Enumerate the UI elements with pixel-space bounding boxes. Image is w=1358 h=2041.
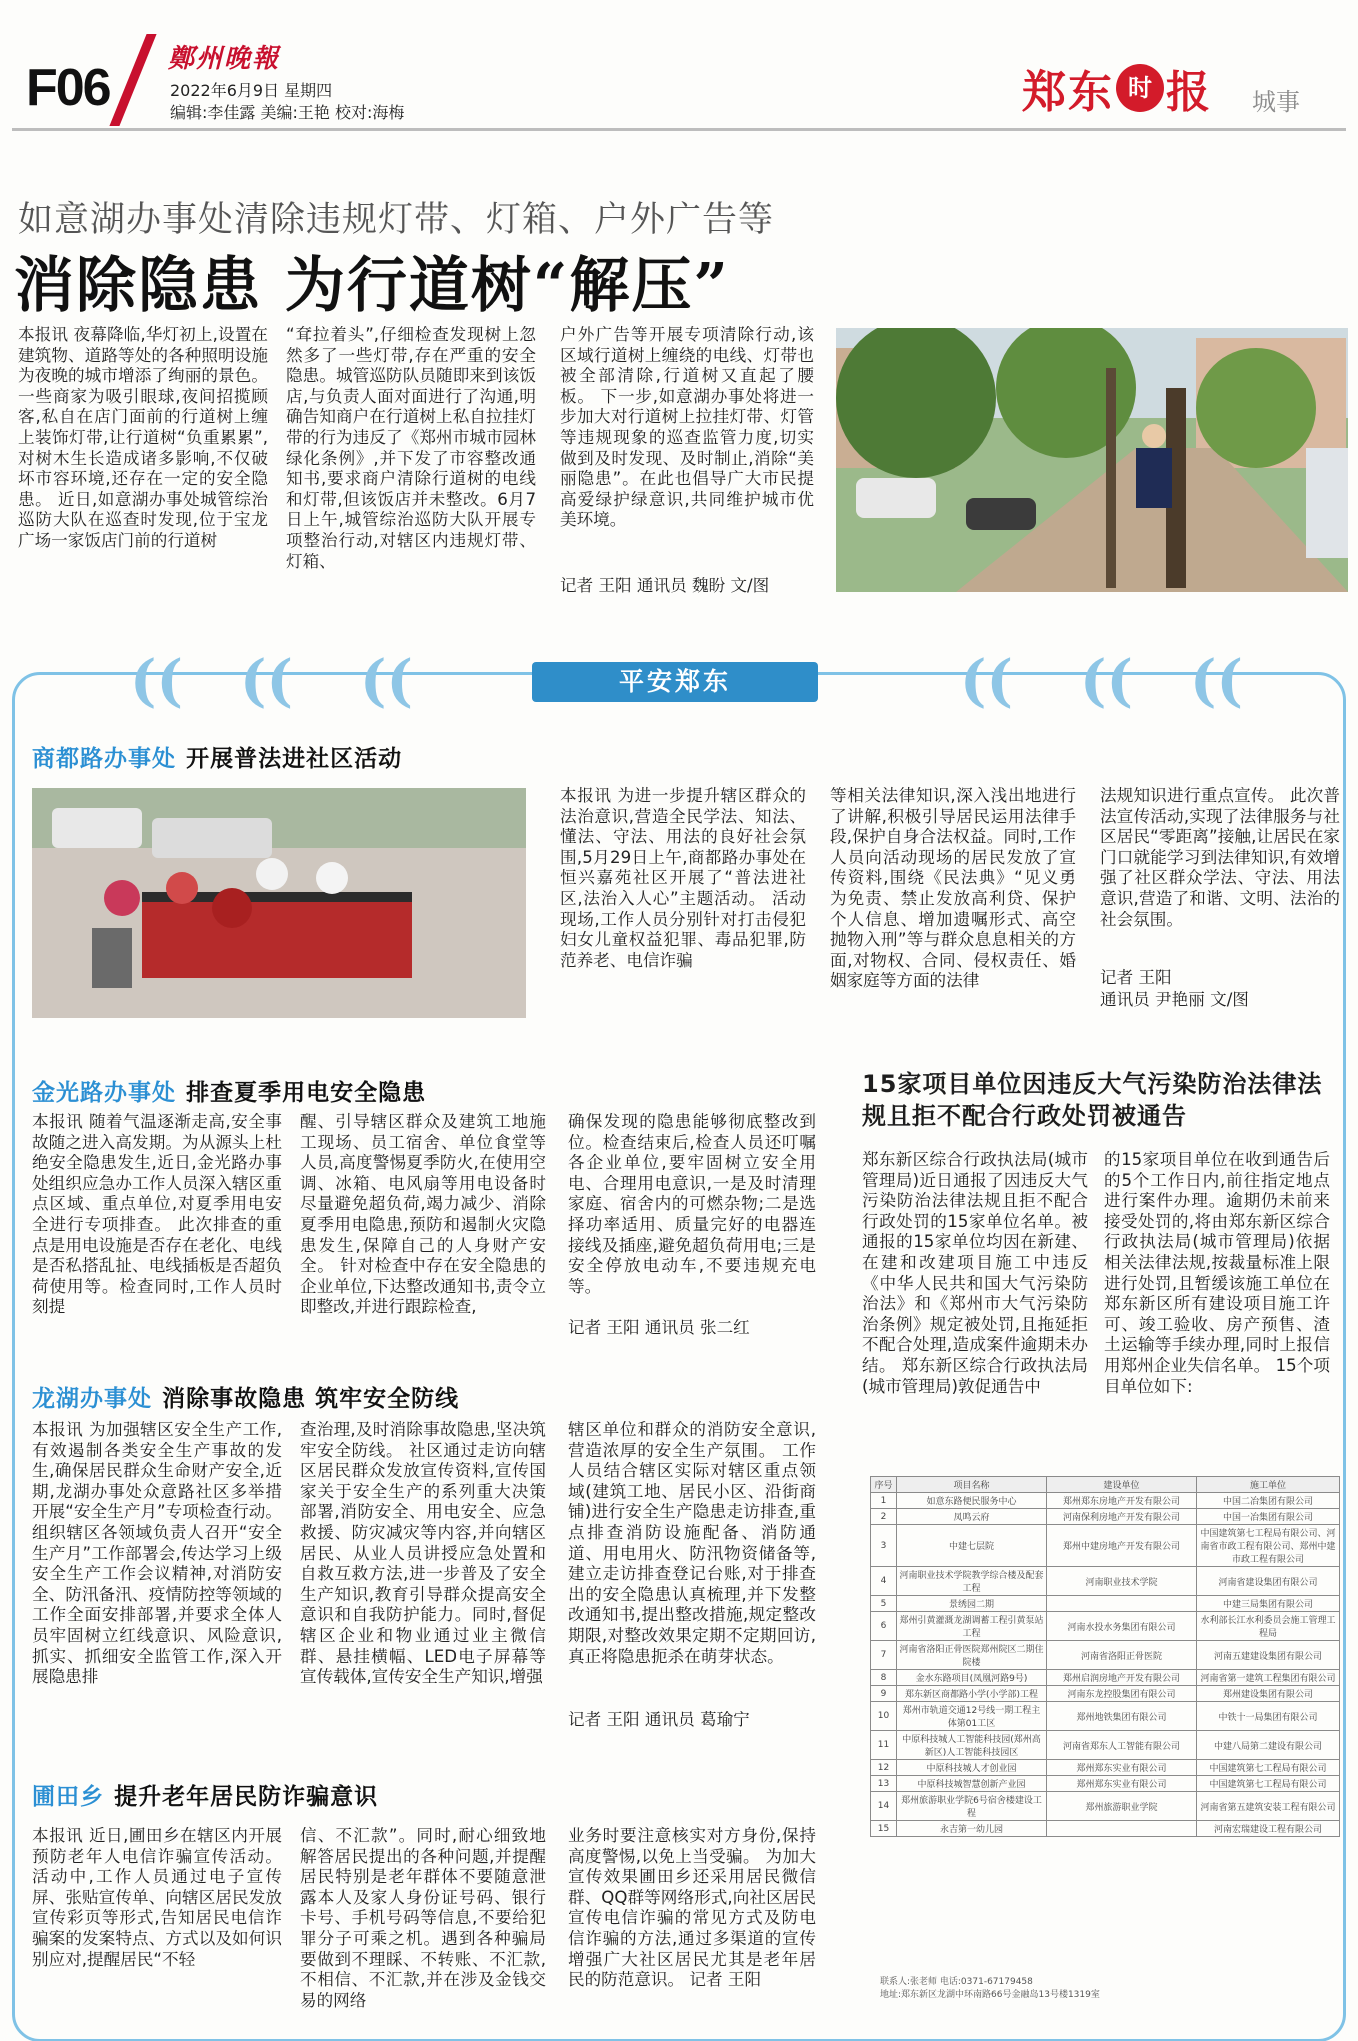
publication-date: 2022年6月9日 星期四	[170, 81, 333, 100]
section-banner: 平安郑东	[532, 662, 818, 702]
table-cell: 中建八局第二建设有限公司	[1197, 1731, 1340, 1760]
table-row	[871, 1792, 1340, 1821]
putian-column-1: 本报讯 近日,圃田乡在辖区内开展预防老年人电信诈骗宣传活动。 活动中,工作人员通过电子宣传屏、张贴宣传单、向辖区居民发放宣传彩页等形式,告知居民电信诈骗案的发案特点、方式以及如何识别应对,提醒居民“不轻	[32, 1826, 282, 1969]
table-cell: 郑州郑东实业有限公司	[1047, 1760, 1197, 1776]
table-cell: 6	[871, 1612, 897, 1641]
table-cell: 12	[871, 1760, 897, 1776]
putian-column-3: 业务时要注意核实对方身份,保持高度警惕,以免上当受骗。 为加大宣传效果圃田乡还采用居民微信群、QQ群等网络形式,向社区居民宣传电信诈骗的常见方式及防电信诈骗的方法,通过多渠道的宣传增强广大社区居民尤其是老年居民的防范意识。 记者 王阳	[568, 1826, 816, 1990]
table-cell: 凤鸣云府	[897, 1509, 1047, 1525]
table-cell: 9	[871, 1686, 897, 1702]
putian-title: 提升老年居民防诈骗意识	[114, 1784, 379, 1810]
lead-kicker: 如意湖办事处清除违规灯带、灯箱、户外广告等	[18, 200, 775, 240]
brand-right: 报	[1166, 67, 1212, 118]
shangdu-column-2: 等相关法律知识,深入浅出地进行了讲解,积极引导居民运用法律手段,保护自身合法权益。同时,工作人员向活动现场的居民发放了宣传资料,围绕《民法典》“见义勇为免责、禁止发放高利贷、保护个人信息、增加遗嘱形式、高空抛物入刑”等与群众息息相关的方面,对物权、合同、侵权责任、婚姻家庭等方面的法律	[830, 786, 1076, 991]
jinguang-column-1: 本报讯 随着气温逐渐走高,安全事故随之进入高发期。为从源头上杜绝安全隐患发生,近日,金光路办事处组织应急办工作人员深入辖区重点区域、重点单位,对夏季用电安全进行专项排查。 此次排查的重点是用电设施是否存在老化、电线是否私搭乱扯、电线插板是否超负荷使用等。检查同时,工作人员时刻提	[32, 1112, 282, 1317]
table-cell: 郑州旅游职业学院6号宿舍楼建设工程	[897, 1792, 1047, 1821]
shangdu-byline-2: 通讯员 尹艳丽 文/图	[1100, 990, 1249, 1009]
table-cell: 中国建筑第七工程局有限公司	[1197, 1760, 1340, 1776]
table-row	[871, 1670, 1340, 1686]
longhu-byline: 记者 王阳 通讯员 葛瑜宁	[568, 1710, 750, 1729]
table-row	[871, 1776, 1340, 1792]
table-cell: 郑州郑东实业有限公司	[1047, 1776, 1197, 1792]
table-cell: 郑州市轨道交通12号线一期工程主体第01工区	[897, 1702, 1047, 1731]
longhu-column-2: 查治理,及时消除事故隐患,坚决筑牢安全防线。 社区通过走访向辖区居民群众发放宣传资料,宣传国家关于安全生产的系列重大决策部署,消防安全、用电安全、应急救援、防灾减灾等内容,并向辖区居民、从业人员讲授应急处置和自救互救方法,进一步普及了安全生产知识,教育引导群众提高安全意识和自我防护能力。同时,督促辖区企业和物业通过业主微信群、悬挂横幅、LED电子屏幕等宣传载体,宣传安全生产知识,增强	[300, 1420, 546, 1687]
longhu-heading	[32, 1380, 459, 1413]
table-row	[871, 1596, 1340, 1612]
table-cell: 中铁十一局集团有限公司	[1197, 1702, 1340, 1731]
table-cell: 郑州建设集团有限公司	[1197, 1686, 1340, 1702]
brand-circle: 时	[1116, 64, 1164, 112]
shangdu-title: 开展普法进社区活动	[186, 746, 403, 772]
table-cell	[1047, 1821, 1197, 1837]
table-row	[871, 1821, 1340, 1837]
table-cell: 河南省洛阳正骨医院郑州院区二期住院楼	[897, 1641, 1047, 1670]
table-header: 施工单位	[1197, 1477, 1340, 1493]
table-cell: 郑州引黄灌溉龙湖调蓄工程引黄泵站工程	[897, 1612, 1047, 1641]
newspaper-logo: 鄭州晚報	[168, 44, 281, 74]
shangdu-column-3: 法规知识进行重点宣传。 此次普法宣传活动,实现了法律服务与社区居民“零距离”接触,让居民在家门口就能学习到法律知识,有效增强了社区群众学法、守法、用法意识,营造了和谐、文明、法治的社会氛围。	[1100, 786, 1340, 929]
table-cell: 中国二冶集团有限公司	[1197, 1493, 1340, 1509]
table-cell: 13	[871, 1776, 897, 1792]
table-row	[871, 1702, 1340, 1731]
quote-mark-decoration: ((	[1190, 648, 1243, 714]
lead-byline: 记者 王阳 通讯员 魏盼 文/图	[560, 576, 770, 595]
table-cell: 8	[871, 1670, 897, 1686]
table-cell: 金水东路项目(凤凰河路9号)	[897, 1670, 1047, 1686]
table-row	[871, 1525, 1340, 1567]
header-divider	[12, 128, 1346, 131]
table-header: 项目名称	[897, 1477, 1047, 1493]
table-cell: 中原科技城人工智能科技园(郑州高新区)人工智能科技园区	[897, 1731, 1047, 1760]
page-number: F06	[26, 59, 110, 117]
shangdu-byline-1: 记者 王阳	[1100, 968, 1172, 987]
table-row	[871, 1567, 1340, 1596]
notice-contact	[880, 1976, 1100, 2002]
table-cell: 郑州启润房地产开发有限公司	[1047, 1670, 1197, 1686]
table-cell: 10	[871, 1702, 897, 1731]
table-header: 序号	[871, 1477, 897, 1493]
table-cell: 河南东龙控股集团有限公司	[1047, 1686, 1197, 1702]
table-header: 建设单位	[1047, 1477, 1197, 1493]
table-cell: 4	[871, 1567, 897, 1596]
table-cell: 3	[871, 1525, 897, 1567]
section-label: 城事	[1252, 88, 1300, 116]
table-cell: 中建七层院	[897, 1525, 1047, 1567]
table-cell: 河南保利房地产开发有限公司	[1047, 1509, 1197, 1525]
table-row	[871, 1760, 1340, 1776]
table-cell: 河南职业技术学院教学综合楼及配套工程	[897, 1567, 1047, 1596]
table-row	[871, 1612, 1340, 1641]
table-cell: 永吉第一幼儿园	[897, 1821, 1047, 1837]
table-cell: 郑州郑东房地产开发有限公司	[1047, 1493, 1197, 1509]
table-cell: 河南宏瑞建设工程有限公司	[1197, 1821, 1340, 1837]
jinguang-column-2: 醒、引导辖区群众及建筑工地施工现场、员工宿舍、单位食堂等人员,高度警惕夏季防火,在使用空调、冰箱、电风扇等用电设备时尽量避免超负荷,竭力减少、消除夏季用电隐患,预防和遏制火灾隐患发生,保障自己的人身财产安全。 针对检查中存在安全隐患的企业单位,下达整改通知书,责令立即整改,并进行跟踪检查,	[300, 1112, 546, 1317]
table-cell: 1	[871, 1493, 897, 1509]
table-cell: 河南省建设集团有限公司	[1197, 1567, 1340, 1596]
table-cell: 15	[871, 1821, 897, 1837]
quote-mark-decoration: ((	[1080, 648, 1133, 714]
putian-heading	[32, 1778, 378, 1811]
table-cell: 11	[871, 1731, 897, 1760]
table-cell: 郑州地铁集团有限公司	[1047, 1702, 1197, 1731]
table-cell: 河南省洛阳正骨医院	[1047, 1641, 1197, 1670]
table-cell: 中原科技城人才创业园	[897, 1760, 1047, 1776]
shangdu-dept: 商都路办事处	[32, 746, 176, 772]
jinguang-column-3: 确保发现的隐患能够彻底整改到位。检查结束后,检查人员还叮嘱各企业单位,要牢固树立安全用电、合理用电意识,一是及时清理家庭、宿舍内的可燃杂物;二是选择功率适用、质量完好的电器连接线及插座,避免超负荷用电;三是安全停放电动车,不要违规充电等。	[568, 1112, 816, 1296]
longhu-title: 消除事故隐患 筑牢安全防线	[162, 1386, 460, 1412]
shangdu-activity-photo	[32, 788, 526, 1018]
table-cell: 河南省郑东人工智能有限公司	[1047, 1731, 1197, 1760]
quote-mark-decoration: ((	[130, 648, 183, 714]
table-cell: 河南水投水务集团有限公司	[1047, 1612, 1197, 1641]
lead-column-2: “耷拉着头”,仔细检查发现树上忽然多了一些灯带,存在严重的安全隐患。城管巡防队员随即来到该饭店,与负责人面对面进行了沟通,明确告知商户在行道树上私自拉挂灯带的行为违反了《郑州市城市园林绿化条例》,并下发了市容整改通知书,要求商户清除行道树的电线和灯带,但该饭店并未整改。6月7日上午,城管综治巡防大队开展专项整治行动,对辖区内违规灯带、灯箱、	[286, 325, 536, 571]
table-row	[871, 1641, 1340, 1670]
table-row	[871, 1731, 1340, 1760]
table-cell: 河南职业技术学院	[1047, 1567, 1197, 1596]
quote-mark-decoration: ((	[360, 648, 413, 714]
lead-column-3: 户外广告等开展专项清除行动,该区域行道树上缠绕的电线、灯带也被全部清除,行道树又直起了腰板。 下一步,如意湖办事处将进一步加大对行道树上拉挂灯带、灯管等违规现象的巡查监管力度,切实做到及时发现、及时制止,消除“美丽隐患”。在此也倡导广大市民提高爱绿护绿意识,共同维护城市优美环境。	[560, 325, 814, 530]
jinguang-byline: 记者 王阳 通讯员 张二红	[568, 1318, 750, 1337]
longhu-column-1: 本报讯 为加强辖区安全生产工作,有效遏制各类安全生产事故的发生,确保居民群众生命财产安全,近期,龙湖办事处众意路社区多举措开展“安全生产月”专项检查行动。 组织辖区各领域负责人召开“安全生产月”工作部署会,传达学习上级安全生产工作会议精神,对消防安全、防汛备汛、疫情防控等领域的工作全面安排部署,并要求全体人员牢固树立红线意识、风险意识,抓实、抓细安全监管工作,深入开展隐患排	[32, 1420, 282, 1687]
table-row	[871, 1686, 1340, 1702]
table-cell: 郑州中建房地产开发有限公司	[1047, 1525, 1197, 1567]
shangdu-heading	[32, 740, 402, 773]
table-cell: 14	[871, 1792, 897, 1821]
table-cell: 如意东路便民服务中心	[897, 1493, 1047, 1509]
table-header-row	[871, 1477, 1340, 1493]
table-cell: 中国一冶集团有限公司	[1197, 1509, 1340, 1525]
table-row	[871, 1493, 1340, 1509]
table-cell: 河南省第五建筑安装工程有限公司	[1197, 1792, 1340, 1821]
table-cell: 5	[871, 1596, 897, 1612]
table-cell: 郑州旅游职业学院	[1047, 1792, 1197, 1821]
table-cell: 中建三局集团有限公司	[1197, 1596, 1340, 1612]
brand-left: 郑东	[1022, 67, 1114, 118]
table-cell: 水利部长江水利委员会施工管理工程局	[1197, 1612, 1340, 1641]
putian-column-2: 信、不汇款”。同时,耐心细致地解答居民提出的各种问题,并提醒居民特别是老年群体不要随意泄露本人及家人身份证号码、银行卡号、手机号码等信息,不要给犯罪分子可乘之机。遇到各种骗局要做到不理睬、不转账、不汇款,不相信、不汇款,并在涉及金钱交易的网络	[300, 1826, 546, 2010]
table-cell: 中原科技城智慧创新产业园	[897, 1776, 1047, 1792]
editor-credits: 编辑:李佳露 美编:王艳 校对:海梅	[170, 103, 405, 122]
project-units-table	[870, 1476, 1340, 1837]
table-cell: 景绣园二期	[897, 1596, 1047, 1612]
shangdu-column-1: 本报讯 为进一步提升辖区群众的法治意识,营造全民学法、知法、懂法、守法、用法的良好社会氛围,5月29日上午,商都路办事处在恒兴嘉苑社区开展了“普法进社区,法治入人心”主题活动。 活动现场,工作人员分别针对打击侵犯妇女儿童权益犯罪、毒品犯罪,防范养老、电信诈骗	[560, 786, 806, 970]
header-slash-decoration	[109, 34, 156, 126]
longhu-column-3: 辖区单位和群众的消防安全意识,营造浓厚的安全生产氛围。 工作人员结合辖区实际对辖区重点领域(建筑工地、居民小区、沿街商铺)进行安全生产隐患走访排查,重点排查消防设施配备、消防通道、用电用火、防汛物资储备等,建立走访排查登记台账,对于排查出的安全隐患认真梳理,并下发整改通知书,提出整改措施,规定整改期限,对整改效果定期不定期回访,真正将隐患扼杀在萌芽状态。	[568, 1420, 816, 1666]
table-cell: 河南省第一建筑工程集团有限公司	[1197, 1670, 1340, 1686]
jinguang-dept: 金光路办事处	[32, 1080, 176, 1106]
notice-title: 15家项目单位因违反大气污染防治法律法规且拒不配合行政处罚被通告	[862, 1070, 1323, 1130]
lead-column-1: 本报讯 夜幕降临,华灯初上,设置在建筑物、道路等处的各种照明设施为夜晚的城市增添了绚丽的景色。一些商家为吸引眼球,夜间招揽顾客,私自在店门面前的行道树上缠上装饰灯带,让行道树“负重累累”,对树木生长造成诸多影响,不仅破坏市容环境,还存在一定的安全隐患。 近日,如意湖办事处城管综治巡防大队在巡查时发现,位于宝龙广场一家饭店门前的行道树	[18, 325, 268, 550]
contact-person: 联系人:张老师 电话:0371-67179458	[880, 1977, 1033, 1987]
table-row	[871, 1509, 1340, 1525]
table-cell: 7	[871, 1641, 897, 1670]
jinguang-title: 排查夏季用电安全隐患	[186, 1080, 427, 1106]
notice-column-1: 郑东新区综合行政执法局(城市管理局)近日通报了因违反大气污染防治法律法规且拒不配合行政处罚的15家单位名单。被通报的15家单位均因在新建、在建和改建项目施工中违反《中华人民共和国大气污染防治法》和《郑州市大气污染防治条例》规定被处罚,且拖延拒不配合处理,造成案件逾期未办结。 郑东新区综合行政执法局(城市管理局)敦促通告中	[862, 1150, 1088, 1396]
table-cell: 2	[871, 1509, 897, 1525]
notice-column-2: 的15家项目单位在收到通告后的5个工作日内,前往指定地点进行案件办理。逾期仍未前来接受处罚的,将由郑东新区综合行政执法局(城市管理局)依据相关法律法规,按裁量标准上限进行处罚,且暂缓该施工单位在郑东新区所有建设项目施工许可、竣工验收、房产预售、渣土运输等手续办理,同时上报信用郑州企业失信名单。 15个项目单位如下:	[1104, 1150, 1330, 1396]
table-cell: 中国建筑第七工程局有限公司、河南省市政工程有限公司、郑州中建市政工程有限公司	[1197, 1525, 1340, 1567]
jinguang-heading	[32, 1074, 426, 1107]
table-cell: 河南五建建设集团有限公司	[1197, 1641, 1340, 1670]
table-cell	[1047, 1596, 1197, 1612]
contact-address: 地址:郑东新区龙湖中环南路66号金融岛13号楼1319室	[880, 1990, 1100, 2000]
putian-dept: 圃田乡	[32, 1784, 104, 1810]
quote-mark-decoration: ((	[960, 648, 1013, 714]
lead-headline: 消除隐患 为行道树“解压”	[14, 251, 730, 321]
quote-mark-decoration: ((	[240, 648, 293, 714]
section-brand	[1022, 56, 1212, 116]
longhu-dept: 龙湖办事处	[32, 1386, 152, 1412]
lead-photo-street-trees	[836, 328, 1348, 592]
table-cell: 中国建筑第七工程局有限公司	[1197, 1776, 1340, 1792]
table-cell: 郑东新区商都路小学(小学部)工程	[897, 1686, 1047, 1702]
